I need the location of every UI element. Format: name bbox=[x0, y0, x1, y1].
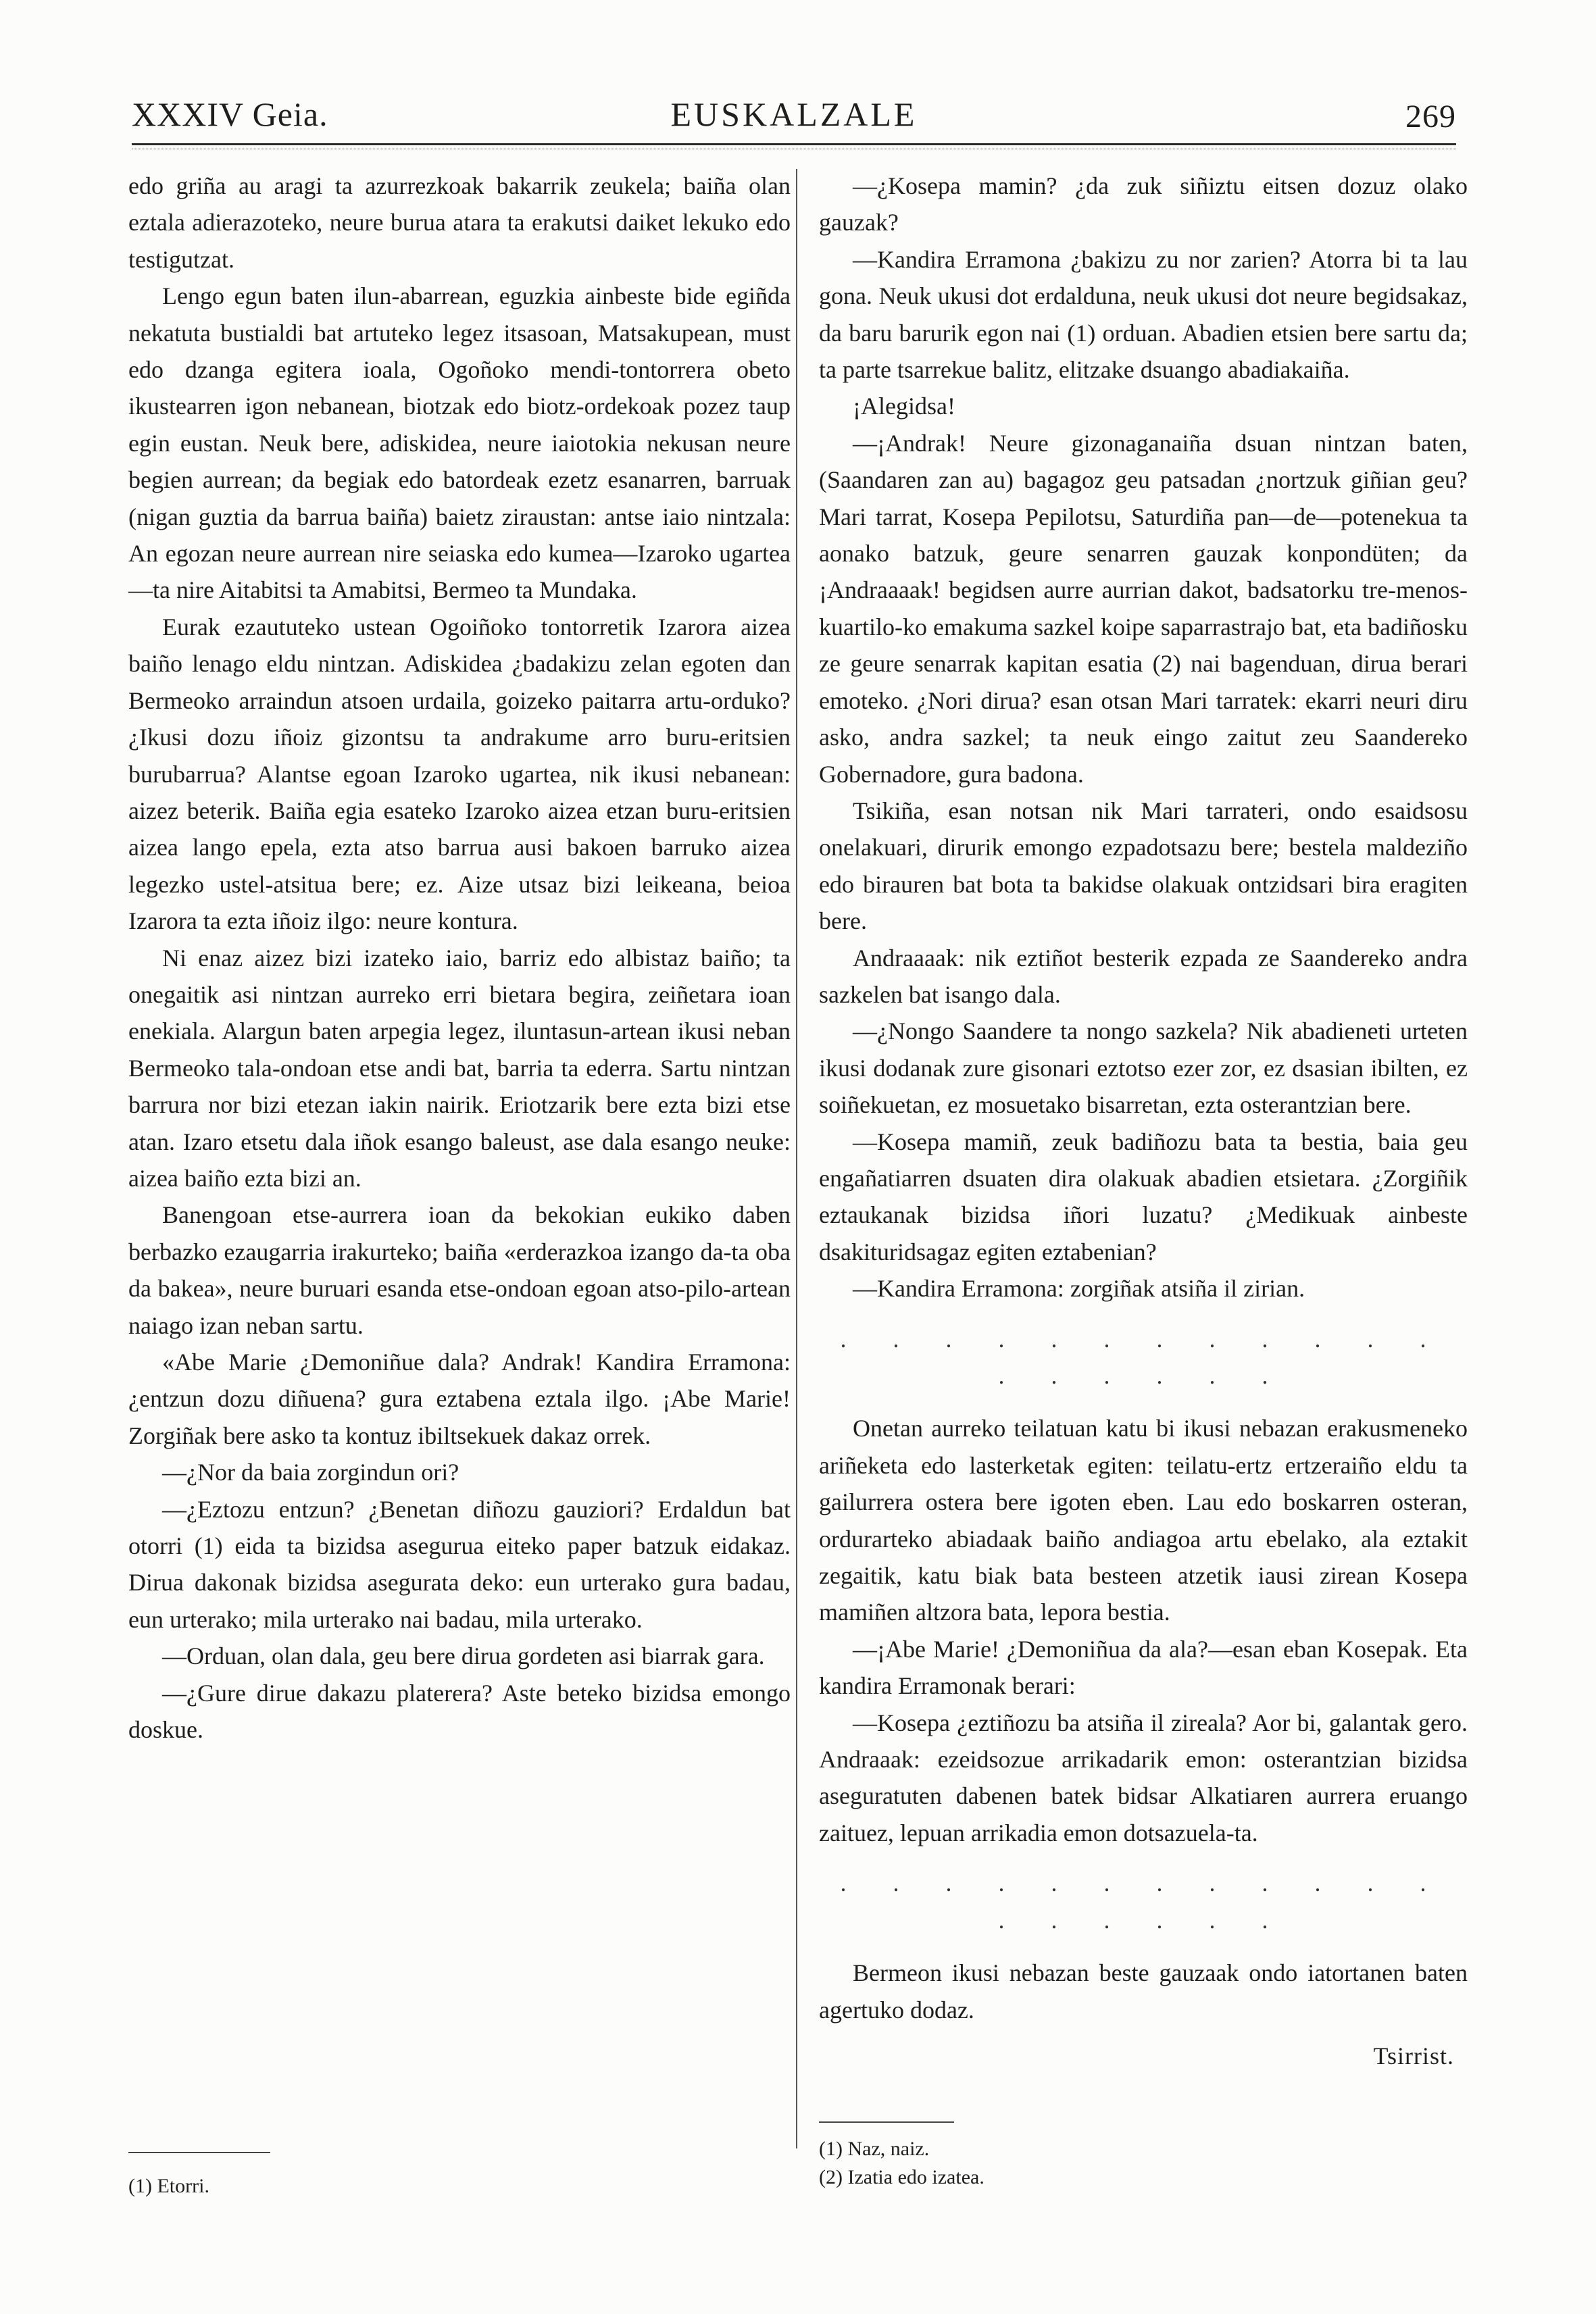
paragraph: —Kandira Erramona ¿bakizu zu nor zarien? Atorra bi ta lau gona. Neuk ukusi dot erdalduna, neuk ukusi dot neure begidsakaz, da baru barurik egon nai (1) orduan. Abadien etsien bere sartu da; ta parte tsarrekue balitz, elitzake dsuango abadiakaiña. bbox=[819, 245, 1468, 384]
footnotes-left bbox=[128, 2172, 209, 2200]
paragraph: Eurak ezaututeko ustean Ogoiñoko tontorretik Izarora aizea baiño lenago eldu nintzan. Adiskidea ¿badakizu zelan egoten dan Bermeoko arraindun atsoen urdaila, goizeko paitarra artu-orduko? ¿Ikusi dozu iñoiz gizontsu ta andrakume arro buru-eritsien burubarrua? Alantse egoan Izaroko ugartea, nik ikusi nebanean: aizez beterik. Baiña egia esateko Izaroko aizea etzan buru-eritsien aizea lango epela, ezta atso barrua ausi bakoen barruko aizea legezko ustel-atsitua bere; ez. Aize utsaz bizi leikeana, beioa Izarora ta ezta iñoiz ilgo: neure kontura. bbox=[128, 613, 791, 935]
journal-title: EUSKALZALE bbox=[670, 95, 918, 133]
paragraph: Lengo egun baten ilun-abarrean, eguzkia ainbeste bide egiñda nekatuta bustialdi bat artuteko legez itsasoan, Matsakupean, must edo dzanga egitera ioala, Ogoñoko mendi-tontorrera obeto ikustearren igon nebanean, biotzak edo biotz-ordekoak pozez taup egin eustan. Neuk bere, adiskidea, neure iaiotokia nekusan neure begien aurrean; da begiak edo batordeak ezetz esanarren, barruak (nigan guztia da barrua baiña) baietz ziraustan: antse iaio nintzala: An egozan neure aurrean nire seiaska edo kumea—Izaroko ugartea—ta nire Aitabitsi ta Amabitsi, Bermeo ta Mundaka. bbox=[128, 282, 791, 604]
paragraph: —Kosepa ¿eztiñozu ba atsiña il zireala? Aor bi, galantak gero. Andraaak: ezeidsozue arrikadarik emon: osterantzian bizidsa aseguratuten dabenen batek bidsar Alkatiaren aurrera eruango zaituez, lepuan arrikadia emon dotsazuela-ta. bbox=[819, 1709, 1468, 1846]
paragraph: —¡Abe Marie! ¿Demoniñua da ala?—esan eban Kosepak. Eta kandira Erramonak berari: bbox=[819, 1635, 1468, 1700]
paragraph: «Abe Marie ¿Demoniñue dala? Andrak! Kandira Erramona: ¿entzun dozu diñuena? gura eztabena eztala ilgo. ¡Abe Marie! Zorgiñak bere asko ta kontuz ibiltsekuek dakaz orrek. bbox=[128, 1349, 791, 1449]
paragraph: Andraaaak: nik eztiñot besterik ezpada ze Saandereko andra sazkelen bat isango dala. bbox=[819, 944, 1468, 1008]
volume-label: XXXIV Geia. bbox=[132, 95, 328, 133]
paragraph: —Kandira Erramona: zorgiñak atsiña il zirian. bbox=[853, 1275, 1305, 1303]
column-divider bbox=[796, 169, 797, 2148]
paragraph: —¿Kosepa mamin? ¿da zuk siñiztu eitsen dozuz olako gauzak? bbox=[819, 172, 1468, 236]
paragraph: Banengoan etse-aurrera ioan da bekokian eukiko daben berbazko ezaugarria irakurteko; baiña «erderazkoa izango da-ta oba da bakea», neure buruari esanda etse-ondoan egoan atso-pilo-artean naiago izan neban sartu. bbox=[128, 1201, 791, 1339]
paragraph: —¿Gure dirue dakazu platerera? Aste beteko bizidsa emongo doskue. bbox=[128, 1679, 791, 1744]
left-column bbox=[128, 168, 791, 1748]
paragraph: Onetan aurreko teilatuan katu bi ikusi nebazan erakusmeneko ariñeketa edo lasterketak egiten: teilatu-ertz ertzeraiño eldu ta gailurrera ostera bere igoten eben. Lau edo boskarren osteran, ordurarteko abiadaak baiño andiagoa artu ebelako, ala eztakit zegaitik, katu biak bata besteen atzetik iausi zirean Kosepa mamiñen altzora bata, lepora bestia. bbox=[819, 1415, 1468, 1626]
paragraph: Bermeon ikusi nebazan beste gauzaak ondo iatortanen baten agertuko dodaz. bbox=[819, 1959, 1468, 2023]
footnotes-right bbox=[819, 2135, 984, 2192]
paragraph: edo griña au aragi ta azurrezkoak bakarrik zeukela; baiña olan eztala adierazoteko, neure burua atara ta erakutsi daiket lekuko edo testigutzat. bbox=[128, 172, 791, 273]
paragraph: —¿Nor da baia zorgindun ori? bbox=[162, 1459, 459, 1486]
paragraph: —Orduan, olan dala, geu bere dirua gordeten asi biarrak gara. bbox=[162, 1642, 765, 1670]
header-rule bbox=[132, 143, 1456, 145]
section-dots: . . . . . . . . . . . . . . . . . . bbox=[840, 1325, 1447, 1389]
footnote: (2) Izatia edo izatea. bbox=[819, 2166, 984, 2188]
footnote-rule-left bbox=[128, 2152, 270, 2153]
section-dots: . . . . . . . . . . . . . . . . . . bbox=[840, 1869, 1447, 1934]
footnote: (1) Etorri. bbox=[128, 2175, 209, 2197]
author-signature: Tsirrist. bbox=[1373, 2042, 1454, 2069]
paragraph: —¡Andrak! Neure gizonaganaiña dsuan nintzan baten, (Saandaren zan au) bagagoz geu patsadan ¿nortzuk giñian geu? Mari tarrat, Kosepa Pepilotsu, Saturdiña pan—de—potenekua ta aonako batzuk, geure senarren gauzak konpondüten; da ¡Andraaaak! begidsen aurre aurrian dakot, badsatorku tre-menos-kuartilo-ko emakuma sazkel koipe saparrastrajo bat, eta badiñosku ze geure senarrak kapitan esatia (2) nai bagenduan, dirua berari emoteko. ¿Nori dirua? esan otsan Mari tarratek: ekarri neuri diru asko, andra sazkel; ta neuk eingo zaitut zeu Saandereko Gobernadore, gura badona. bbox=[819, 429, 1468, 788]
paragraph: Tsikiña, esan notsan nik Mari tarrateri, ondo esaidsosu onelakuari, dirurik emongo ezpadotsazu bere; bestela maldeziño edo birauren bat bota ta bakidse olakuak ontzidsari bira eragiten bere. bbox=[819, 797, 1468, 935]
page-header bbox=[132, 81, 1456, 135]
page-number: 269 bbox=[1405, 99, 1456, 134]
paragraph: —¿Eztozu entzun? ¿Benetan diñozu gauziori? Erdaldun bat otorri (1) eida ta bizidsa asegurua eiteko paper batzuk eidakaz. Dirua dakonak bizidsa asegurata deko: eun urterako gura badau, eun urterako; mila urterako nai badau, mila urterako. bbox=[128, 1495, 791, 1633]
footnote: (1) Naz, naiz. bbox=[819, 2138, 930, 2160]
footnote-rule-right bbox=[819, 2121, 954, 2123]
right-column bbox=[819, 168, 1468, 2074]
paragraph: ¡Alegidsa! bbox=[853, 393, 955, 420]
paragraph: —Kosepa mamiñ, zeuk badiñozu bata ta bestia, baia geu engañatiarren dsuaten dira olakuak abadien etsietara. ¿Zorgiñik eztaukanak bizidsa iñori luzatu? ¿Medikuak ainbeste dsakituridsagaz egiten eztabenian? bbox=[819, 1128, 1468, 1265]
paragraph: Ni enaz aizez bizi izateko iaio, barriz edo albistaz baiño; ta onegaitik asi nintzan aurreko erri bietara begira, zeiñetara ioan enekiala. Alargun baten arpegia legez, iluntasun-artean ikusi neban Bermeoko tala-ondoan etse andi bat, barria ta ederra. Sartu nintzan barrura nor bizi etezan iakin nairik. Eriotzarik bere ezta bizi etse atan. Izaro etsetu dala iñok esango baleust, ase dala esango neuke: aizea baiño ezta bizi an. bbox=[128, 944, 791, 1192]
paragraph: —¿Nongo Saandere ta nongo sazkela? Nik abadieneti urteten ikusi dodanak zure gisonari eztotso ezer zor, ez dsasian ibilten, ez soiñekuetan, ez mosuetako bisarretan, ezta osterantzian bere. bbox=[819, 1017, 1468, 1119]
